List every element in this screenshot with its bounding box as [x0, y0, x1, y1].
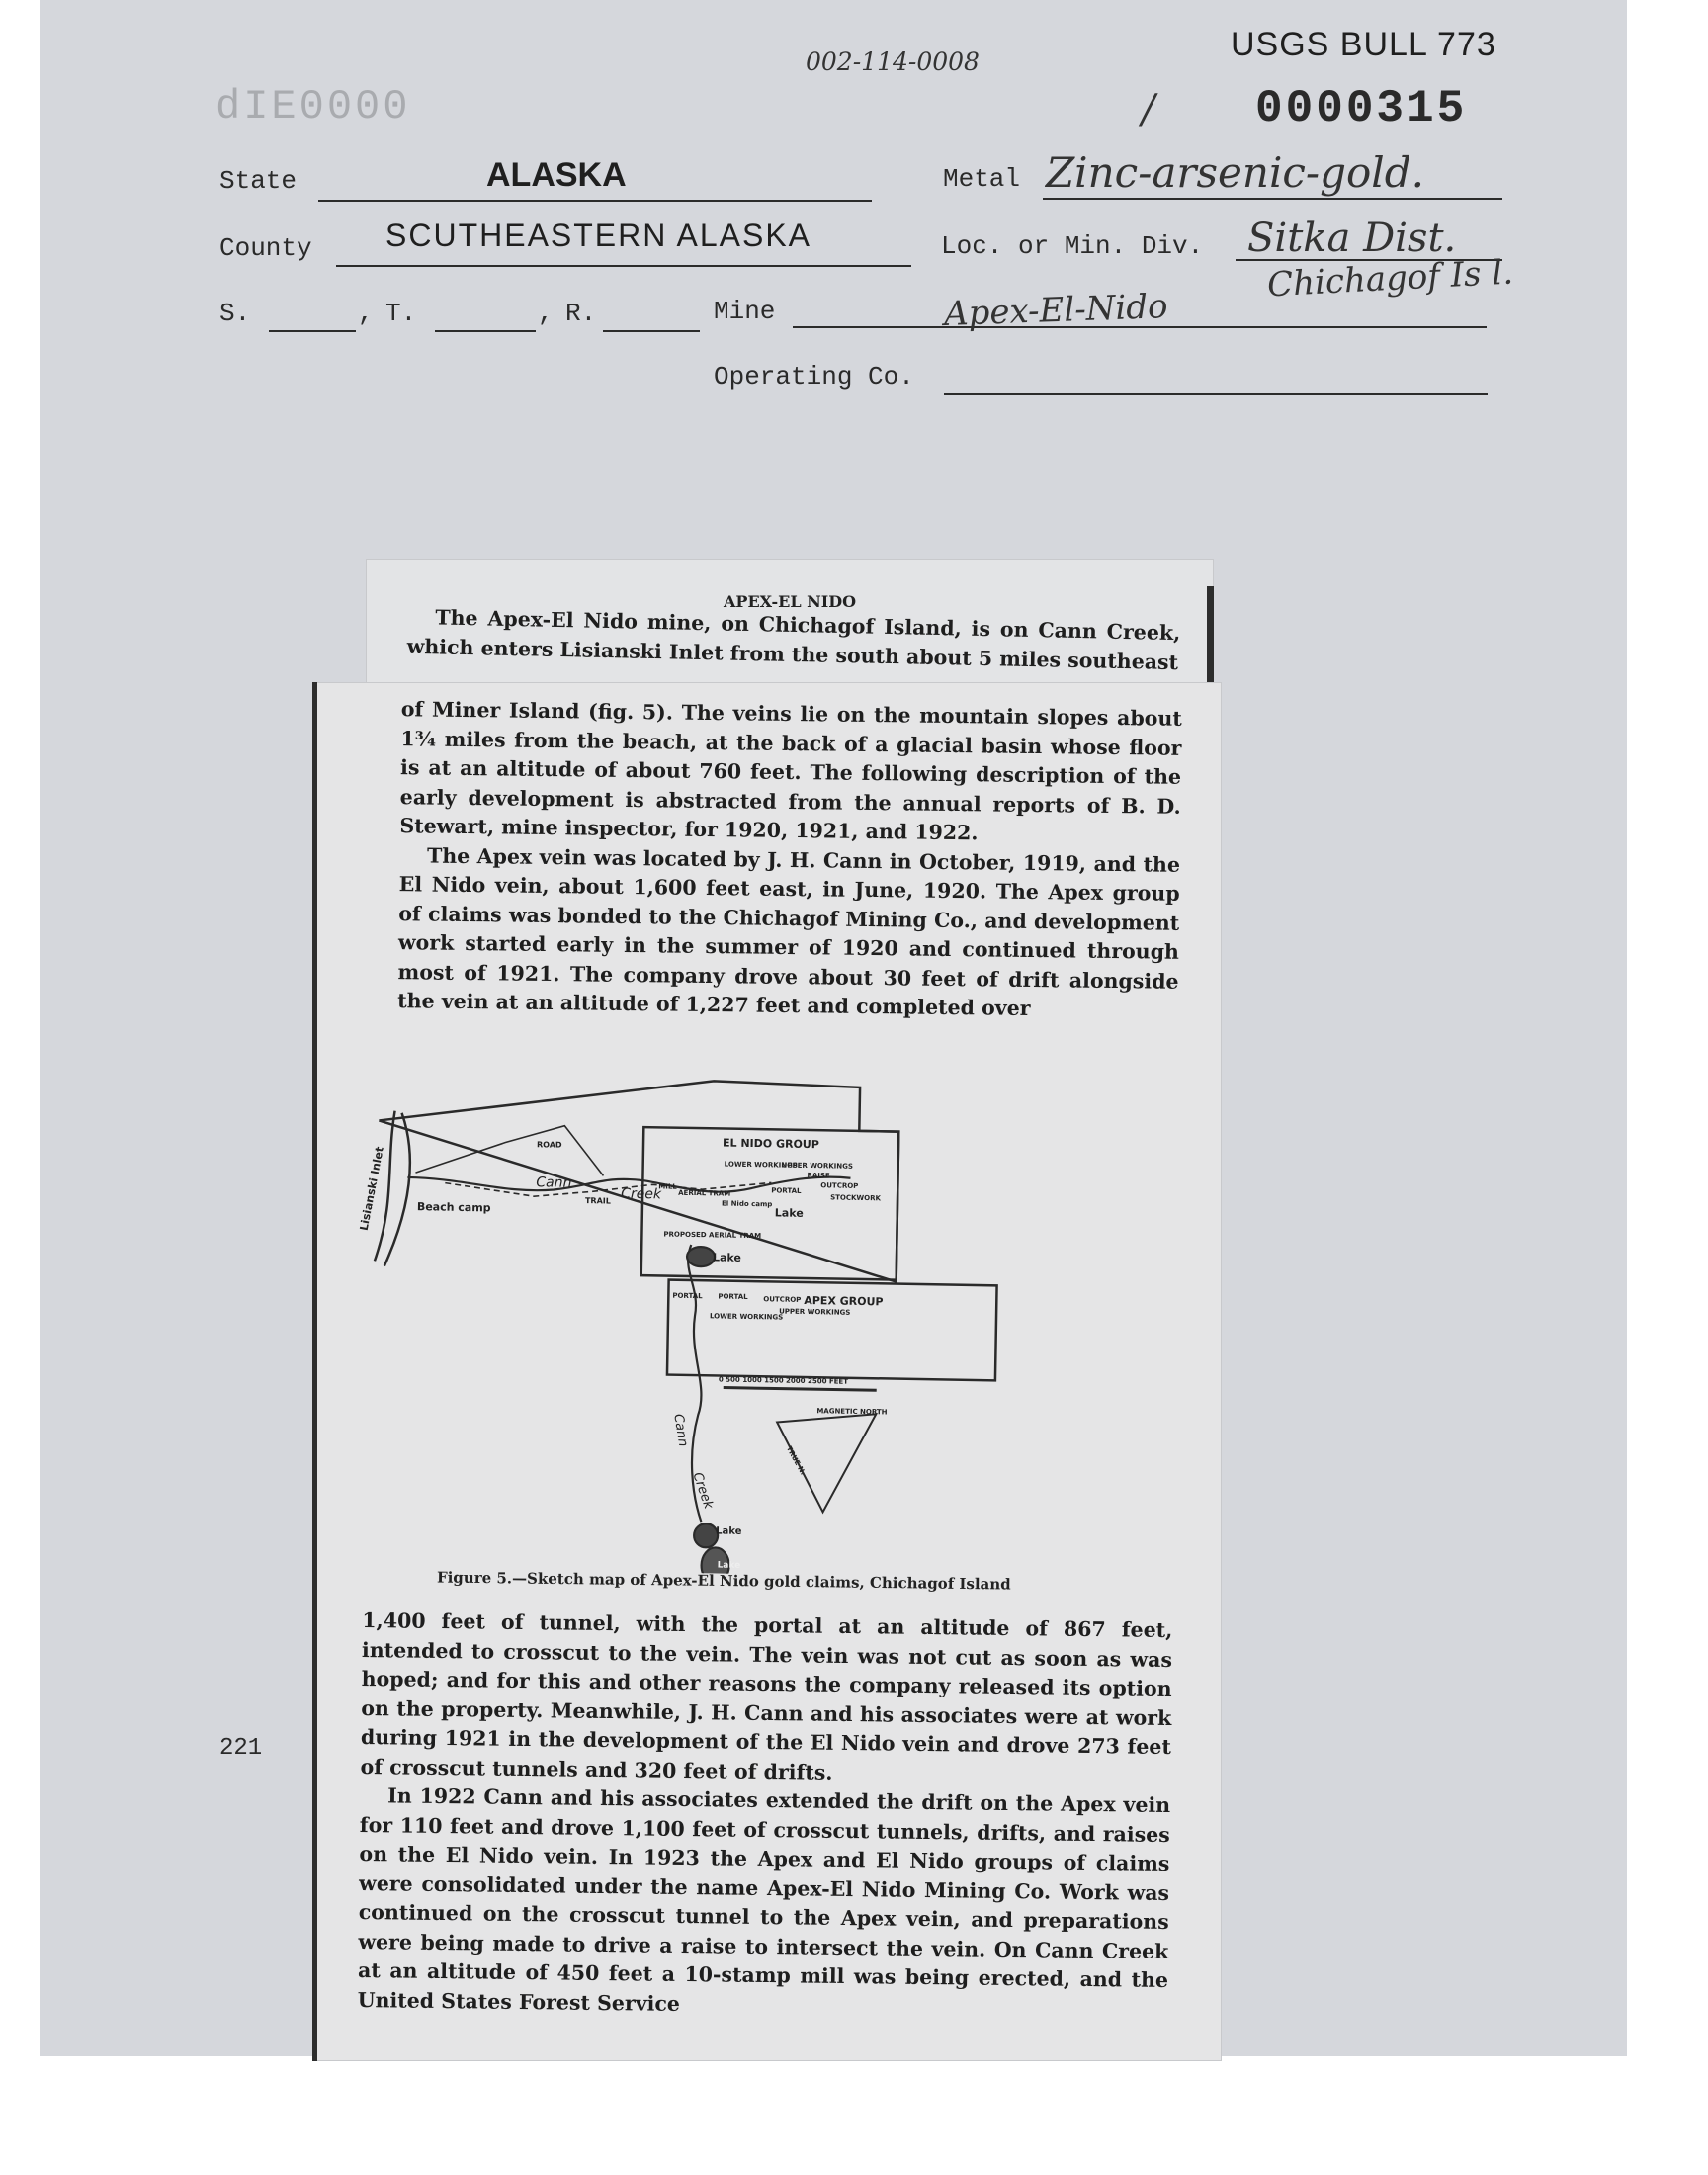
paragraph-1-block	[397, 695, 1182, 1025]
label-cann: Cann	[536, 1174, 572, 1191]
operating-label: Operating Co.	[714, 362, 914, 392]
mine-label: Mine	[714, 297, 776, 326]
label-outcrop-2: OUTCROP	[763, 1295, 802, 1304]
label-lake-3: Lake	[716, 1525, 742, 1537]
paragraph-1: of Miner Island (fig. 5). The veins lie on the mountain slopes about 1¾ miles from the beach, at the back of a glacial basin whose floor is at an altitude of about 760 feet. The following description of the early development is abstracted from the annual reports of B. D. Stewart, mine inspector, for 1920, 1921, and 1922.	[399, 697, 1182, 845]
clipping-heading: APEX-EL NIDO	[724, 592, 857, 611]
label-beach-camp: Beach camp	[416, 1200, 491, 1215]
paragraph-3: 1,400 feet of tunnel, with the portal at an altitude of 867 feet, intended to crosscut to the vein. The vein was not cut as soon as was hoped; and for this and other reasons the company released its option on the property. Meanwhile, J. H. Cann and his associates were at work during 1921 in the development of the El Nido vein and drove 273 feet of crosscut tunnels and 320 feet of drifts.	[360, 1609, 1173, 1784]
label-apex-group: APEX GROUP	[804, 1293, 884, 1309]
t-underline	[435, 330, 536, 332]
label-creek-vertical: Creek	[689, 1470, 716, 1512]
county-label: County	[219, 233, 312, 263]
label-raise: RAISE	[807, 1171, 830, 1180]
s-underline	[269, 330, 356, 332]
t-label: T.	[385, 299, 417, 328]
county-value: SCUTHEASTERN ALASKA	[385, 218, 811, 253]
lake-2-shape	[694, 1523, 718, 1547]
label-proposed-aerial-tram: PROPOSED AERIAL TRAM	[663, 1230, 762, 1241]
mine-value: Apex-El-Nido	[943, 287, 1169, 334]
label-lake-1: Lake	[774, 1206, 804, 1220]
loc-label: Loc. or Min. Div.	[941, 231, 1204, 261]
loc-value-line1: Sitka Dist.	[1247, 216, 1457, 261]
faded-stamp: dIE0000	[215, 83, 411, 130]
inlet-shore	[375, 1110, 411, 1266]
comma-1: ,	[358, 299, 374, 328]
metal-value: Zinc-arsenic-gold.	[1046, 148, 1424, 197]
operating-underline	[944, 393, 1488, 395]
loc-value-line2: Chichagof Is l.	[1266, 252, 1514, 305]
paragraph-2: The Apex vein was located by J. H. Cann in October, 1919, and the El Nido vein, about 1,600 feet east, in June, 1920. The Apex group of claims was bonded to the Chichagof Mining Co., and development work started early in the summer of 1920 and continued through most of 1921. The company drove about 30 feet of drift alongside the vein at an altitude of 1,227 feet and completed over	[397, 843, 1181, 1020]
label-road: ROAD	[536, 1140, 562, 1150]
label-portal-2: PORTAL	[672, 1291, 703, 1301]
clipping-top-strip	[366, 559, 1214, 692]
state-label: State	[219, 166, 298, 196]
comma-2: ,	[538, 299, 554, 328]
figure-caption: Figure 5.—Sketch map of Apex-El Nido gold claims, Chichagof Island	[436, 1568, 1011, 1594]
label-outcrop-1: OUTCROP	[820, 1181, 859, 1190]
page-number: 221	[219, 1735, 263, 1762]
label-true-north: TRUE N.	[784, 1444, 808, 1477]
clipping-main	[312, 682, 1222, 2061]
label-el-nido-camp: El Nido camp	[721, 1199, 773, 1209]
label-mill: MILL	[658, 1182, 677, 1191]
check-mark: /	[1142, 87, 1155, 132]
label-portal-1: PORTAL	[771, 1186, 802, 1195]
paragraph-3-block	[358, 1607, 1173, 2025]
label-lisianski-inlet: Lisianski Inlet	[357, 1145, 386, 1232]
north-arrow	[776, 1413, 877, 1514]
s-label: S.	[219, 299, 251, 328]
county-underline	[336, 265, 911, 267]
label-portal-3: PORTAL	[718, 1292, 748, 1301]
scale-bar	[724, 1388, 877, 1391]
metal-underline	[1043, 198, 1502, 200]
label-stockwork: STOCKWORK	[830, 1193, 882, 1203]
handwritten-code: 002-114-0008	[806, 47, 980, 76]
r-label: R.	[565, 299, 597, 328]
clipping-top-edge	[1207, 586, 1214, 690]
label-upper-workings-2: UPPER WORKINGS	[779, 1307, 851, 1317]
state-underline	[318, 200, 872, 202]
usgs-reference: USGS BULL 773	[1231, 26, 1496, 63]
label-scale: 0 500 1000 1500 2000 2500 FEET	[718, 1375, 849, 1386]
road-line	[415, 1123, 604, 1175]
lake-1-shape	[687, 1247, 715, 1266]
sketch-map	[350, 1053, 1150, 1581]
state-value: ALASKA	[486, 156, 627, 194]
label-lower-workings-1: LOWER WORKINGS	[724, 1160, 798, 1170]
label-lake-4: Lake	[717, 1560, 741, 1571]
label-trail: TRAIL	[584, 1196, 611, 1206]
label-creek: Creek	[621, 1185, 662, 1203]
label-el-nido-group: EL NIDO GROUP	[722, 1136, 819, 1152]
label-cann-vertical: Cann	[670, 1412, 691, 1448]
r-underline	[603, 330, 700, 332]
paragraph-4: In 1922 Cann and his associates extended the drift on the Apex vein for 110 feet and drove 1,100 feet of crosscut tunnels, drifts, and raises on the El Nido vein. In 1923 the Apex and El Nido groups of claims were consolidated under the name Apex-El Nido Mining Co. Work was continued on the crosscut tunnel to the Apex vein, and preparations were being made to drive a raise to intersect the vein. On Cann Creek at an altitude of 450 feet a 10-stamp mill was being erected, and the United States Forest Service	[357, 1784, 1171, 2016]
label-magnetic-north: MAGNETIC NORTH	[816, 1407, 888, 1417]
clipping-main-edge	[312, 682, 317, 2061]
label-lake-2: Lake	[712, 1251, 742, 1264]
top-text-paragraph: The Apex-El Nido mine, on Chichagof Island, is on Cann Creek, which enters Lisianski Inlet from the south about 5 miles southeast	[406, 605, 1181, 675]
metal-label: Metal	[943, 164, 1021, 194]
label-aerial-tram: AERIAL TRAM	[678, 1188, 731, 1198]
label-upper-workings-1: UPPER WORKINGS	[781, 1161, 854, 1171]
serial-number: 0000315	[1255, 83, 1468, 134]
label-lower-workings-2: LOWER WORKINGS	[709, 1312, 784, 1322]
clipping-top-text	[406, 602, 1180, 677]
